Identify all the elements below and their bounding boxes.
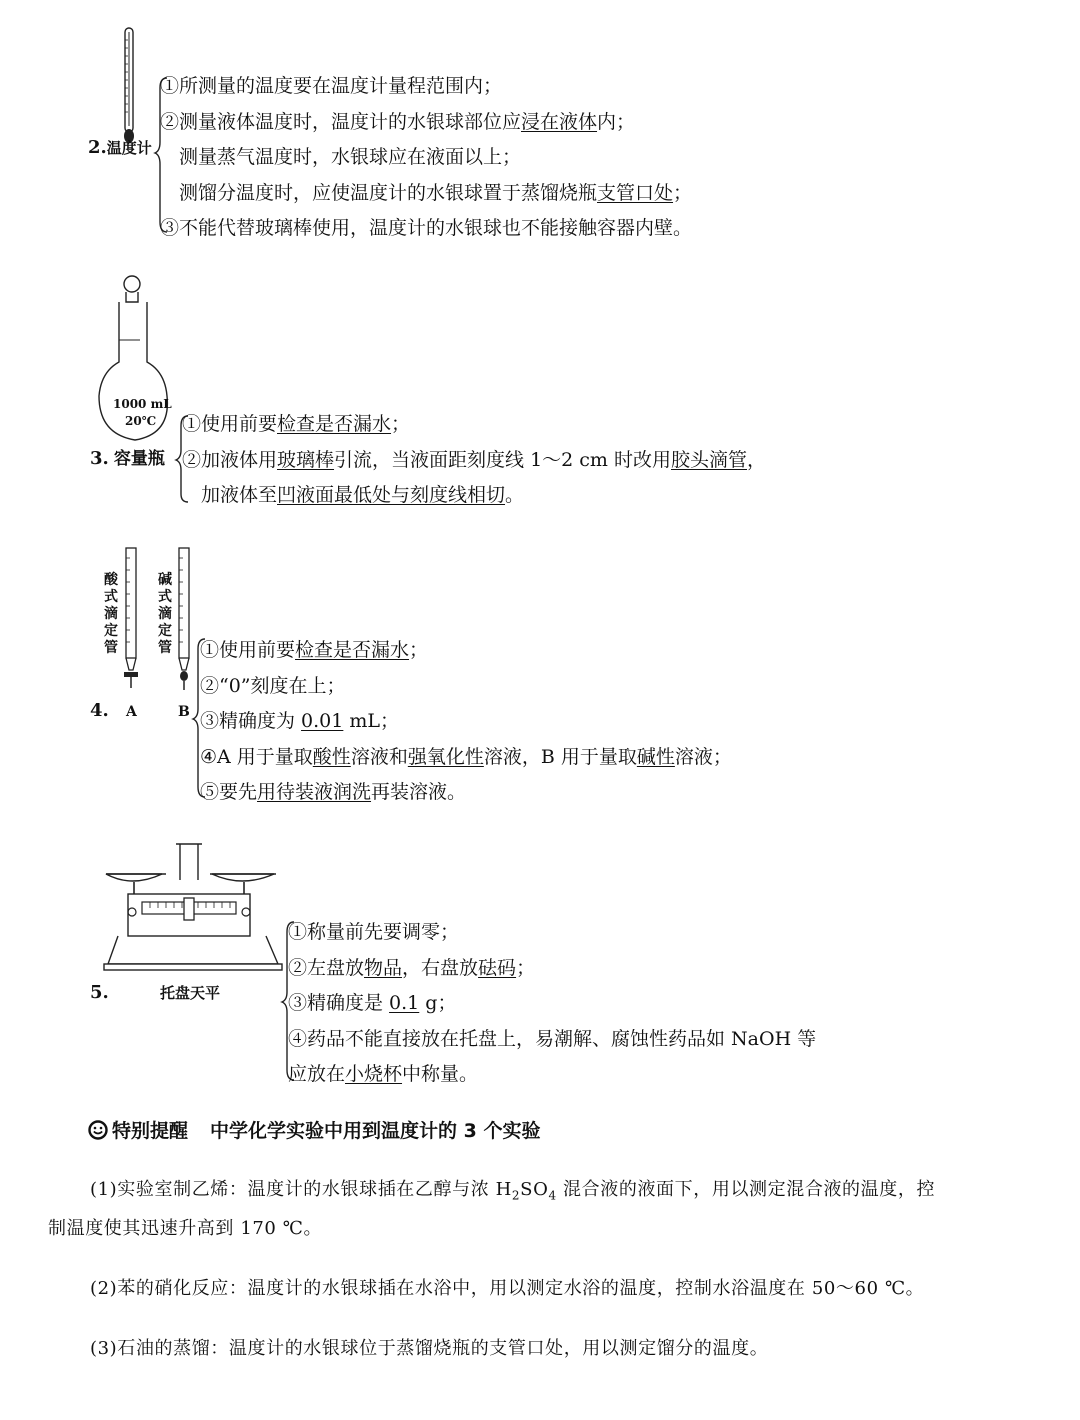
text-segment: ，右盘放: [402, 956, 479, 979]
tip-paragraph-1: (1)实验室制乙烯：温度计的水银球插在乙醇与浓 $H_2SO_4$ 混合液的液面下，用以测定混合液的温度，控: [90, 1179, 936, 1203]
text-segment: ①使用前要: [200, 639, 296, 661]
text-segment: 引流，当液面距刻度线 1～2 cm 时改用: [334, 448, 671, 471]
underlined-answer: 碱性: [636, 745, 675, 768]
list-item: [182, 412, 410, 436]
balance-scale-icon: [102, 840, 282, 975]
text-segment: ②左盘放: [288, 956, 365, 979]
underlined-answer: 物品: [364, 956, 403, 979]
list-item: [288, 1062, 478, 1086]
text-segment: 测馏分温度时，应使温度计的水银球置于蒸馏烧瓶: [160, 181, 598, 204]
text-segment: ，: [747, 448, 767, 471]
tip-title: 中学化学实验中用到温度计的 3 个实验: [210, 1120, 541, 1142]
list-item: [160, 110, 635, 134]
text-segment: 。: [505, 484, 525, 506]
text-segment: 再装溶液。: [371, 781, 467, 803]
text-segment: ③精确度为: [200, 710, 302, 732]
list-item: [160, 145, 521, 169]
list-item: [200, 709, 399, 733]
base-burette-label: 碱式滴定管: [158, 572, 172, 656]
list-item: [288, 1027, 816, 1051]
thermometer-number: 2.温度计: [88, 137, 152, 158]
underlined-answer: 0.1: [389, 992, 420, 1014]
text-segment: 应放在: [288, 1063, 346, 1085]
acid-burette-icon: [121, 546, 141, 696]
text-segment: ①使用前要: [182, 413, 278, 435]
text-segment: ③不能代替玻璃棒使用，温度计的水银球也不能接触容器内壁。: [160, 217, 693, 239]
flask-number: 3. 容量瓶: [90, 448, 165, 469]
balance-name: 托盘天平: [160, 984, 221, 1002]
underlined-answer: 支管口处: [597, 181, 674, 204]
text-segment: ①所测量的温度要在温度计量程范围内；: [160, 75, 503, 97]
tip-paragraph-2: (2)苯的硝化反应：温度计的水银球插在水浴中，用以测定水浴的温度，控制水浴温度在 50～60 ℃。: [90, 1278, 925, 1299]
list-item: [160, 181, 692, 205]
text-segment: ⑤要先: [200, 781, 258, 803]
thermometer-name: 温度计: [106, 139, 152, 157]
underlined-answer: 浸在液体: [521, 110, 598, 133]
tip-paragraph-3: (3)石油的蒸馏：温度计的水银球位于蒸馏烧瓶的支管口处，用以测定馏分的温度。: [90, 1338, 769, 1359]
text-segment: ；: [673, 181, 693, 204]
underlined-answer: 玻璃棒: [277, 448, 335, 471]
list-item: [200, 638, 428, 662]
text-segment: 溶液；: [674, 745, 732, 768]
list-item: [200, 780, 466, 804]
text-segment: ①称量前先要调零；: [288, 921, 460, 943]
text-segment: ④A 用于量取: [200, 745, 313, 768]
balance-number: 5.: [90, 982, 109, 1003]
base-burette-icon: [174, 546, 194, 696]
list-item: [200, 745, 732, 769]
text-segment: ③精确度是: [288, 992, 390, 1014]
flask-volume: 1000 mL: [113, 397, 172, 411]
text-segment: ②“0”刻度在上；: [200, 674, 346, 697]
underlined-answer: 强氧化性: [407, 745, 484, 768]
text-segment: ；: [391, 413, 411, 435]
text-segment: ②测量液体温度时，温度计的水银球部位应: [160, 110, 522, 133]
list-item: [288, 991, 456, 1015]
text-segment: 内；: [597, 110, 636, 133]
underlined-answer: 小烧杯: [345, 1063, 403, 1085]
text-segment: g；: [419, 992, 457, 1014]
tip-paragraph-1-cont: 制温度使其迅速升高到 170 ℃。: [48, 1218, 323, 1239]
list-item: [160, 216, 692, 240]
text-segment: ；: [409, 639, 429, 661]
list-item: [200, 674, 346, 698]
underlined-answer: 检查是否漏水: [277, 413, 392, 435]
tip-header: [88, 1116, 540, 1143]
list-item: [182, 448, 766, 472]
underlined-answer: 0.01: [301, 710, 344, 732]
underlined-answer: 酸性: [312, 745, 351, 768]
burette-letter-a: A: [126, 704, 137, 720]
text-segment: 测量蒸气温度时，水银球应在液面以上；: [160, 146, 522, 168]
text-segment: mL；: [343, 710, 400, 732]
text-segment: ④药品不能直接放在托盘上，易潮解、腐蚀性药品如 NaOH 等: [288, 1027, 817, 1050]
list-item: [160, 74, 502, 98]
text-segment: 溶液和: [350, 745, 408, 768]
text-segment: 溶液，B 用于量取: [483, 745, 637, 768]
list-item: [288, 920, 459, 944]
underlined-answer: 检查是否漏水: [295, 639, 410, 661]
underlined-answer: 凹液面最低处与刻度线相切: [277, 484, 506, 506]
burette-number: 4.: [90, 700, 109, 721]
smile-icon: [88, 1120, 108, 1140]
text-segment: ②加液体用: [182, 448, 278, 471]
acid-burette-label: 酸式滴定管: [104, 572, 118, 656]
text-segment: ；: [516, 956, 536, 979]
underlined-answer: 胶头滴管: [671, 448, 748, 471]
flask-temperature: 20℃: [125, 414, 157, 428]
thermometer-icon: [120, 26, 140, 146]
flask-name: 容量瓶: [113, 449, 165, 469]
underlined-answer: 用待装液润洗: [257, 781, 372, 803]
tip-label: 特别提醒: [112, 1120, 189, 1142]
list-item: [182, 483, 524, 507]
burette-letter-b: B: [178, 704, 190, 720]
text-segment: 加液体至: [182, 484, 278, 506]
list-item: [288, 956, 535, 980]
text-segment: 中称量。: [402, 1063, 479, 1085]
underlined-answer: 砝码: [478, 956, 517, 979]
